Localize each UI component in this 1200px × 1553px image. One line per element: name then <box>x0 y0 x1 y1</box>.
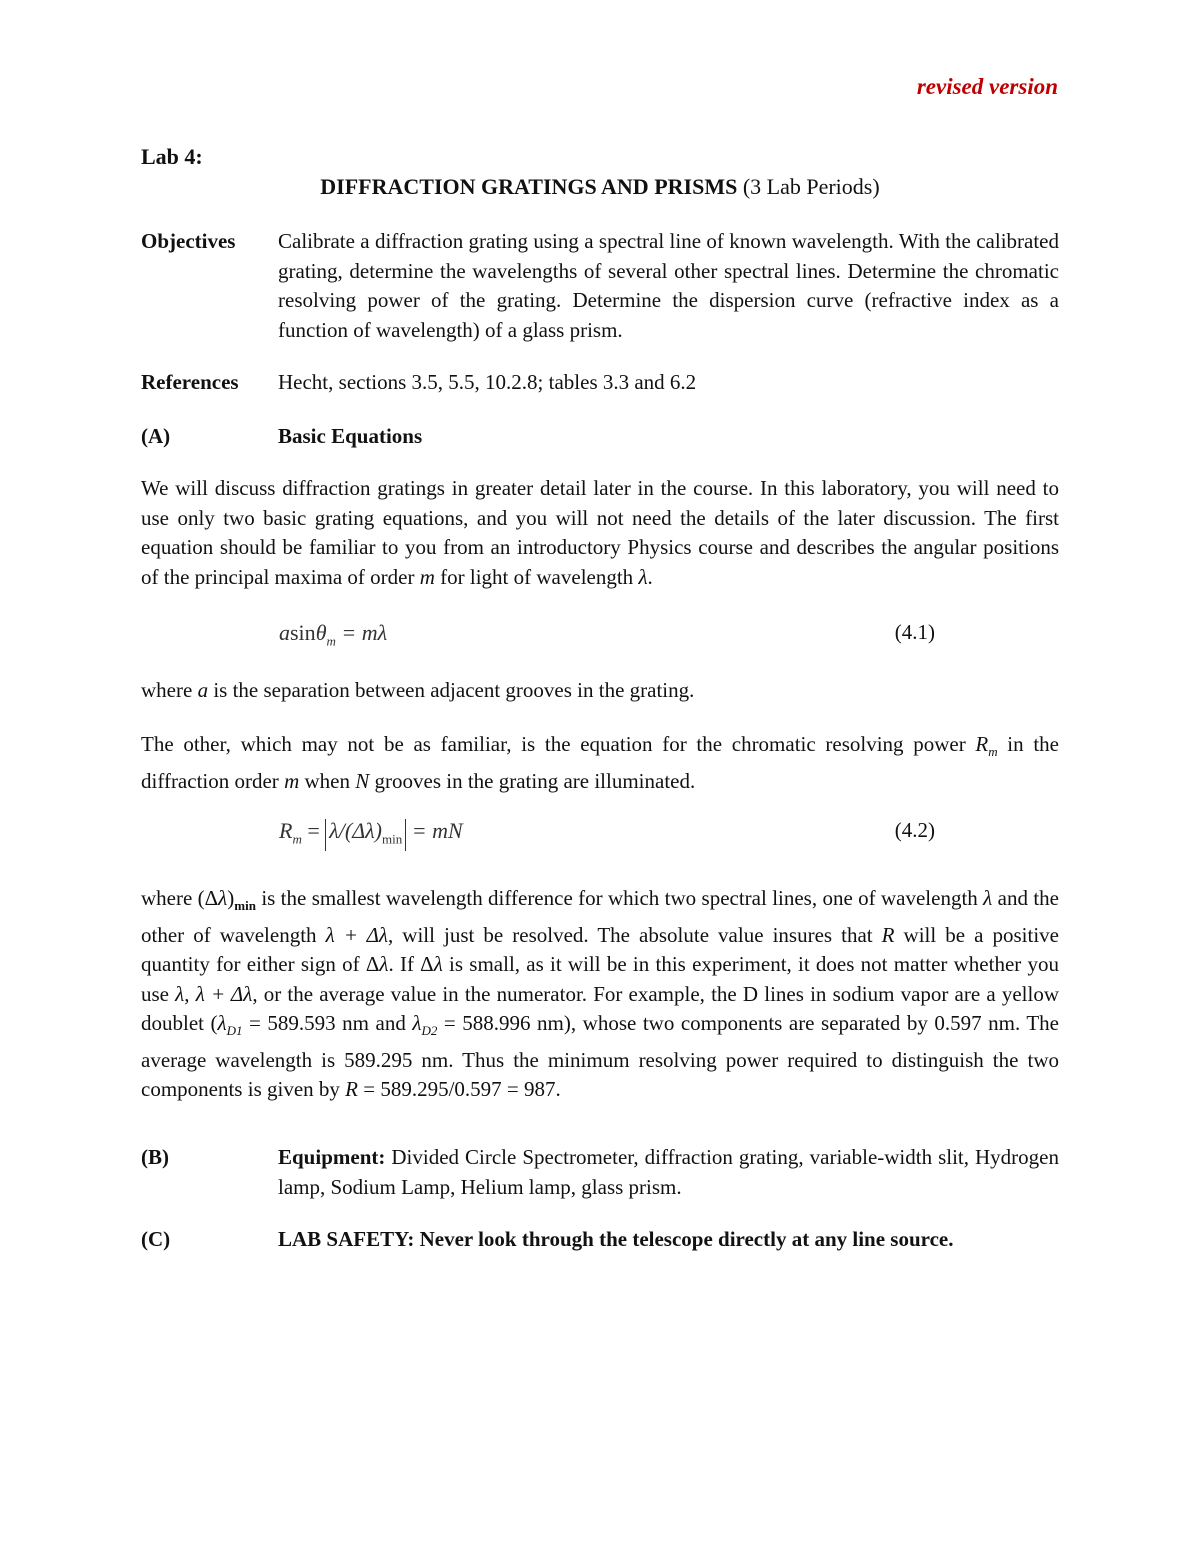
lab-safety-warning: LAB SAFETY: Never look through the telescope directly at any line source. <box>278 1227 954 1251</box>
grooves-pre: where <box>141 678 198 702</box>
p4-t13: = 589.295/0.597 = 987. <box>357 1077 561 1102</box>
eq1-sub: m <box>326 633 336 649</box>
equation-4-1-number: (4.1) <box>894 620 935 644</box>
section-a-label: (A) <box>141 424 171 448</box>
p4-t5: , will just be resolved. The absolute value insures that <box>388 922 882 947</box>
rp-N: N <box>355 768 370 793</box>
eq2-eq: = <box>301 818 326 843</box>
p4-l4: λ <box>379 952 389 977</box>
rp-post: grooves in the grating are illuminated. <box>369 768 696 793</box>
rp-m: m <box>284 768 300 793</box>
equation-4-1 <box>141 618 1059 652</box>
eq1-theta: θ <box>315 620 327 645</box>
objectives-row <box>141 227 1059 345</box>
p4-R2: R <box>345 1077 358 1102</box>
title-main: DIFFRACTION GRATINGS AND PRISMS <box>320 174 738 199</box>
intro-end: . <box>647 564 653 589</box>
intro-lambda: λ <box>638 564 648 589</box>
equation-4-2-expression <box>279 816 463 854</box>
p4-t7: . If Δ <box>388 952 434 977</box>
section-c <box>141 1225 1059 1255</box>
p4-ld2: λ <box>412 1011 422 1036</box>
section-b-text <box>278 1143 1059 1202</box>
p4-min: min <box>234 898 256 914</box>
p4-l1: λ <box>218 886 228 910</box>
p4-t12: = 588.996 nm), whose two components are separated by 0.597 nm. The average wavelength is 589.295 nm. Thus the minimum resolving power required to distinguish the two components is given by <box>141 1011 1060 1102</box>
grooves-a: a <box>197 678 209 702</box>
equipment-label: Equipment: <box>278 1145 386 1169</box>
paragraph-intro <box>141 474 1059 592</box>
eq2-sub: m <box>292 831 302 847</box>
equation-4-1-expression <box>279 618 387 656</box>
section-a-heading <box>141 422 1059 452</box>
p4-t4: and the other of wavelength <box>141 886 1059 947</box>
section-a-title: Basic Equations <box>278 424 423 448</box>
references-label: References <box>141 370 239 394</box>
references-text: Hecht, sections 3.5, 5.5, 10.2.8; tables 3.3 and 6.2 <box>278 370 697 394</box>
equation-4-2 <box>141 816 1059 850</box>
revised-version-note: revised version <box>916 74 1058 99</box>
eq2-inner: λ/(Δλ) <box>329 818 382 843</box>
p4-l3: λ + Δλ <box>325 922 388 947</box>
p4-t2: ) <box>227 886 235 910</box>
p4-l6: λ <box>175 981 185 1006</box>
title-periods: (3 Lab Periods) <box>737 174 880 199</box>
intro-text: We will discuss diffraction gratings in greater detail later in the course. In this laboratory, you will need to use only two basic grating equations, and you will not need the details of the later discussion. The first equation should be familiar to you from an introductory Physics course and describes the angular positions of the principal maxima of order <box>141 476 1059 589</box>
p4-ld1sub: D1 <box>226 1023 243 1039</box>
intro-mid: for light of wavelength <box>434 564 639 589</box>
p4-l2: λ <box>983 886 993 910</box>
paragraph-sodium-example <box>141 884 1059 1105</box>
equation-4-2-number: (4.2) <box>894 818 935 842</box>
paragraph-grooves <box>141 676 1059 706</box>
paragraph-resolving-power <box>141 730 1059 796</box>
eq2-R: R <box>279 818 293 843</box>
eq2-abs <box>325 819 406 851</box>
p4-t1: where (Δ <box>141 886 219 910</box>
objectives-label: Objectives <box>141 229 236 253</box>
p4-R1: R <box>881 922 895 947</box>
p4-t9: , <box>184 981 196 1006</box>
page-title <box>141 172 1059 202</box>
p4-t11: = 589.593 nm and <box>242 1011 413 1036</box>
eq1-sin: sin <box>290 620 316 645</box>
eq1-a: a <box>279 620 290 645</box>
rp-mid2: when <box>299 768 356 793</box>
rp-Rsub: m <box>988 744 998 760</box>
rp-mid1: in the diffraction order <box>141 732 1059 793</box>
rp-pre: The other, which may not be as familiar, is the equation for the chromatic resolving power <box>141 732 976 756</box>
grooves-post: is the separation between adjacent grooves in the grating. <box>208 678 695 702</box>
lab-number: Lab 4: <box>141 144 203 169</box>
p4-ld2sub: D2 <box>421 1023 438 1039</box>
eq2-min: min <box>382 831 403 847</box>
p4-l7: λ + Δλ <box>195 981 253 1006</box>
references-row <box>141 368 1059 398</box>
p4-ld1: λ <box>217 1011 227 1036</box>
objectives-text: Calibrate a diffraction grating using a spectral line of known wavelength. With the calibrated grating, determine the wavelengths of several other spectral lines. Determine the chromatic resolving power of the grating. Determine the dispersion curve (refractive index as a function of wavelength) of a glass prism. <box>278 229 1059 342</box>
equipment-list: Divided Circle Spectrometer, diffraction grating, variable-width slit, Hydrogen lamp, Sodium Lamp, Helium lamp, glass prism. <box>278 1145 1059 1199</box>
p4-l5: λ <box>433 952 443 977</box>
p4-t6: will be a positive quantity for either sign of Δ <box>141 922 1059 977</box>
eq1-rhs: = mλ <box>335 620 388 645</box>
p4-t8: is small, as it will be in this experiment, it does not matter whether you use <box>141 952 1059 1006</box>
p4-t3: is the smallest wavelength difference for which two spectral lines, one of wavelength <box>255 886 984 910</box>
rp-R: R <box>975 732 989 756</box>
section-b-label: (B) <box>141 1145 169 1169</box>
p4-t10: , or the average value in the numerator. For example, the D lines in sodium vapor are a yellow doublet ( <box>141 981 1060 1036</box>
section-b <box>141 1143 1059 1202</box>
section-c-label: (C) <box>141 1227 171 1251</box>
eq2-rhs: = mN <box>406 818 463 843</box>
intro-m: m <box>419 564 435 589</box>
